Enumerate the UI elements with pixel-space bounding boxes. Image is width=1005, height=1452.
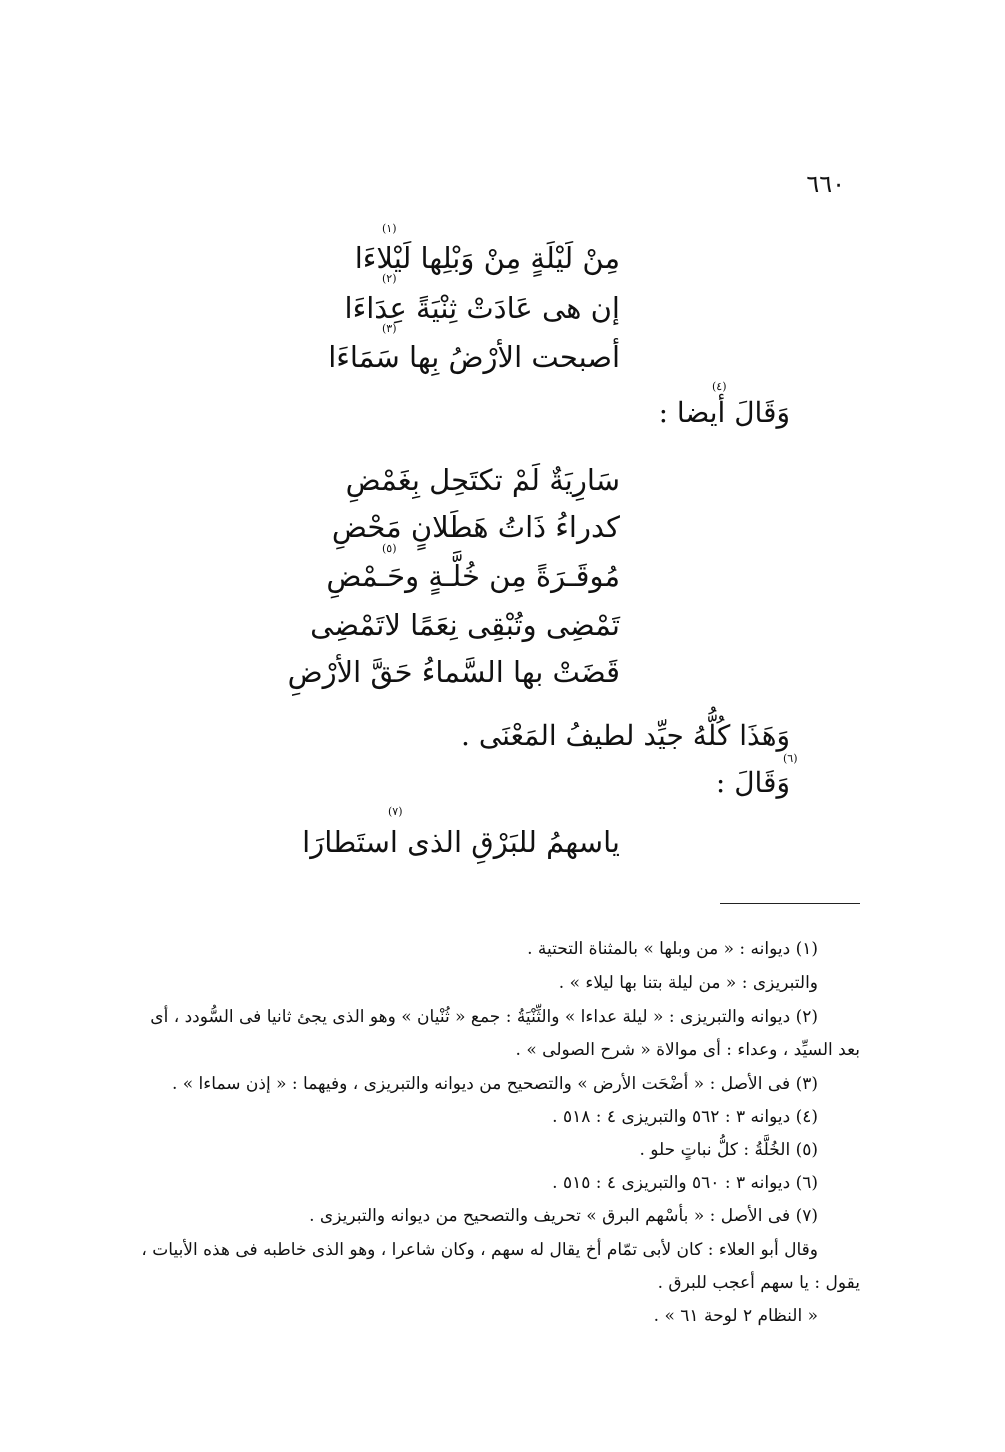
note-mark-1: (١)	[382, 222, 397, 235]
third-poem-line: ياسهمُ للبَرْقِ الذى استَطارَا	[302, 825, 620, 859]
first-poem-line-2: إن هى عَادَتْ ثِنْيَةً عِدَاءَا	[344, 291, 620, 325]
footnote-5: (٥) الخُلَّةُ : كلُّ نباتٍ حلو .	[639, 1140, 818, 1160]
intro-said: وَقَالَ :	[715, 766, 790, 799]
footnote-separator	[720, 903, 860, 904]
second-poem-line-5: قَضَتْ بها السَّماءُ حَقَّ الأرْضِ	[287, 655, 620, 689]
commentary-line: وَهَذَا كُلُّهُ جيِّد لطيفُ المَعْنَى .	[461, 719, 790, 752]
note-mark-7: (٧)	[388, 805, 403, 818]
second-poem-line-1: سَارِيَةٌ لَمْ تكتَحِل بِغَمْضِ	[345, 463, 620, 497]
note-mark-6: (٦)	[783, 752, 798, 765]
note-mark-2: (٢)	[382, 272, 397, 285]
first-poem-line-1: مِنْ لَيْلَةٍ مِنْ وَبْلِها لَيْلاءَا	[354, 241, 620, 275]
footnote-3: (٣) فى الأصل : « أضْحَت الأرض » والتصحيح من ديوانه والتبريزى ، وفيهما : « إذن سماءا » .	[171, 1074, 818, 1094]
footnote-1-cont: والتبريزى : « من ليلة بتنا بها ليلاء » .	[558, 973, 818, 993]
footnote-4: (٤) ديوانه ٣ : ٥٦٢ والتبريزى ٤ : ٥١٨ .	[552, 1107, 818, 1127]
footnote-2-cont: بعد السيِّد ، وعداء : أى موالاة « شرح الصولى » .	[515, 1040, 860, 1060]
footnote-7-cont-2: يقول : يا سهم أعجب للبرق .	[657, 1273, 860, 1293]
page-number: ٦٦٠	[806, 170, 845, 198]
footnote-2: (٢) ديوانه والتبريزى : « ليلة عداءا » والثِّنْيَةُ : جمع « ثُنْيان » وهو الذى يجئ ثانيا فى السُّودد ، أى	[150, 1007, 818, 1027]
note-mark-4: (٤)	[712, 380, 727, 393]
footnote-7-source: « النظام ٢ لوحة ٦١ » .	[653, 1306, 818, 1326]
footnote-7-cont: وقال أبو العلاء : كان لأبى تمّام أخ يقال له سهم ، وكان شاعرا ، وهو الذى خاطبه فى هذه الأبيات ،	[141, 1240, 818, 1260]
first-poem-line-3: أصبحت الأرْضُ بِها سَمَاءَا	[328, 340, 620, 374]
second-poem-line-3: مُوقَـرَةً مِن خُلَّـةٍ وحَـمْضِ	[326, 559, 620, 593]
note-mark-5: (٥)	[382, 542, 397, 555]
second-poem-line-4: تَمْضِى وتُبْقِى نِعَمًا لاتَمْضِى	[310, 608, 620, 642]
footnote-7: (٧) فى الأصل : « بأسْهم البرق » تحريف والتصحيح من ديوانه والتبريزى .	[309, 1206, 818, 1226]
intro-said-also: وَقَالَ أيضا :	[658, 396, 790, 429]
footnote-6: (٦) ديوانه ٣ : ٥٦٠ والتبريزى ٤ : ٥١٥ .	[552, 1173, 818, 1193]
second-poem-line-2: كدراءُ ذَاتُ هَطَلانٍ مَحْضِ	[331, 510, 620, 544]
footnote-1: (١) ديوانه : « من وبلها » بالمثناة التحتية .	[527, 939, 818, 959]
note-mark-3: (٣)	[382, 322, 397, 335]
